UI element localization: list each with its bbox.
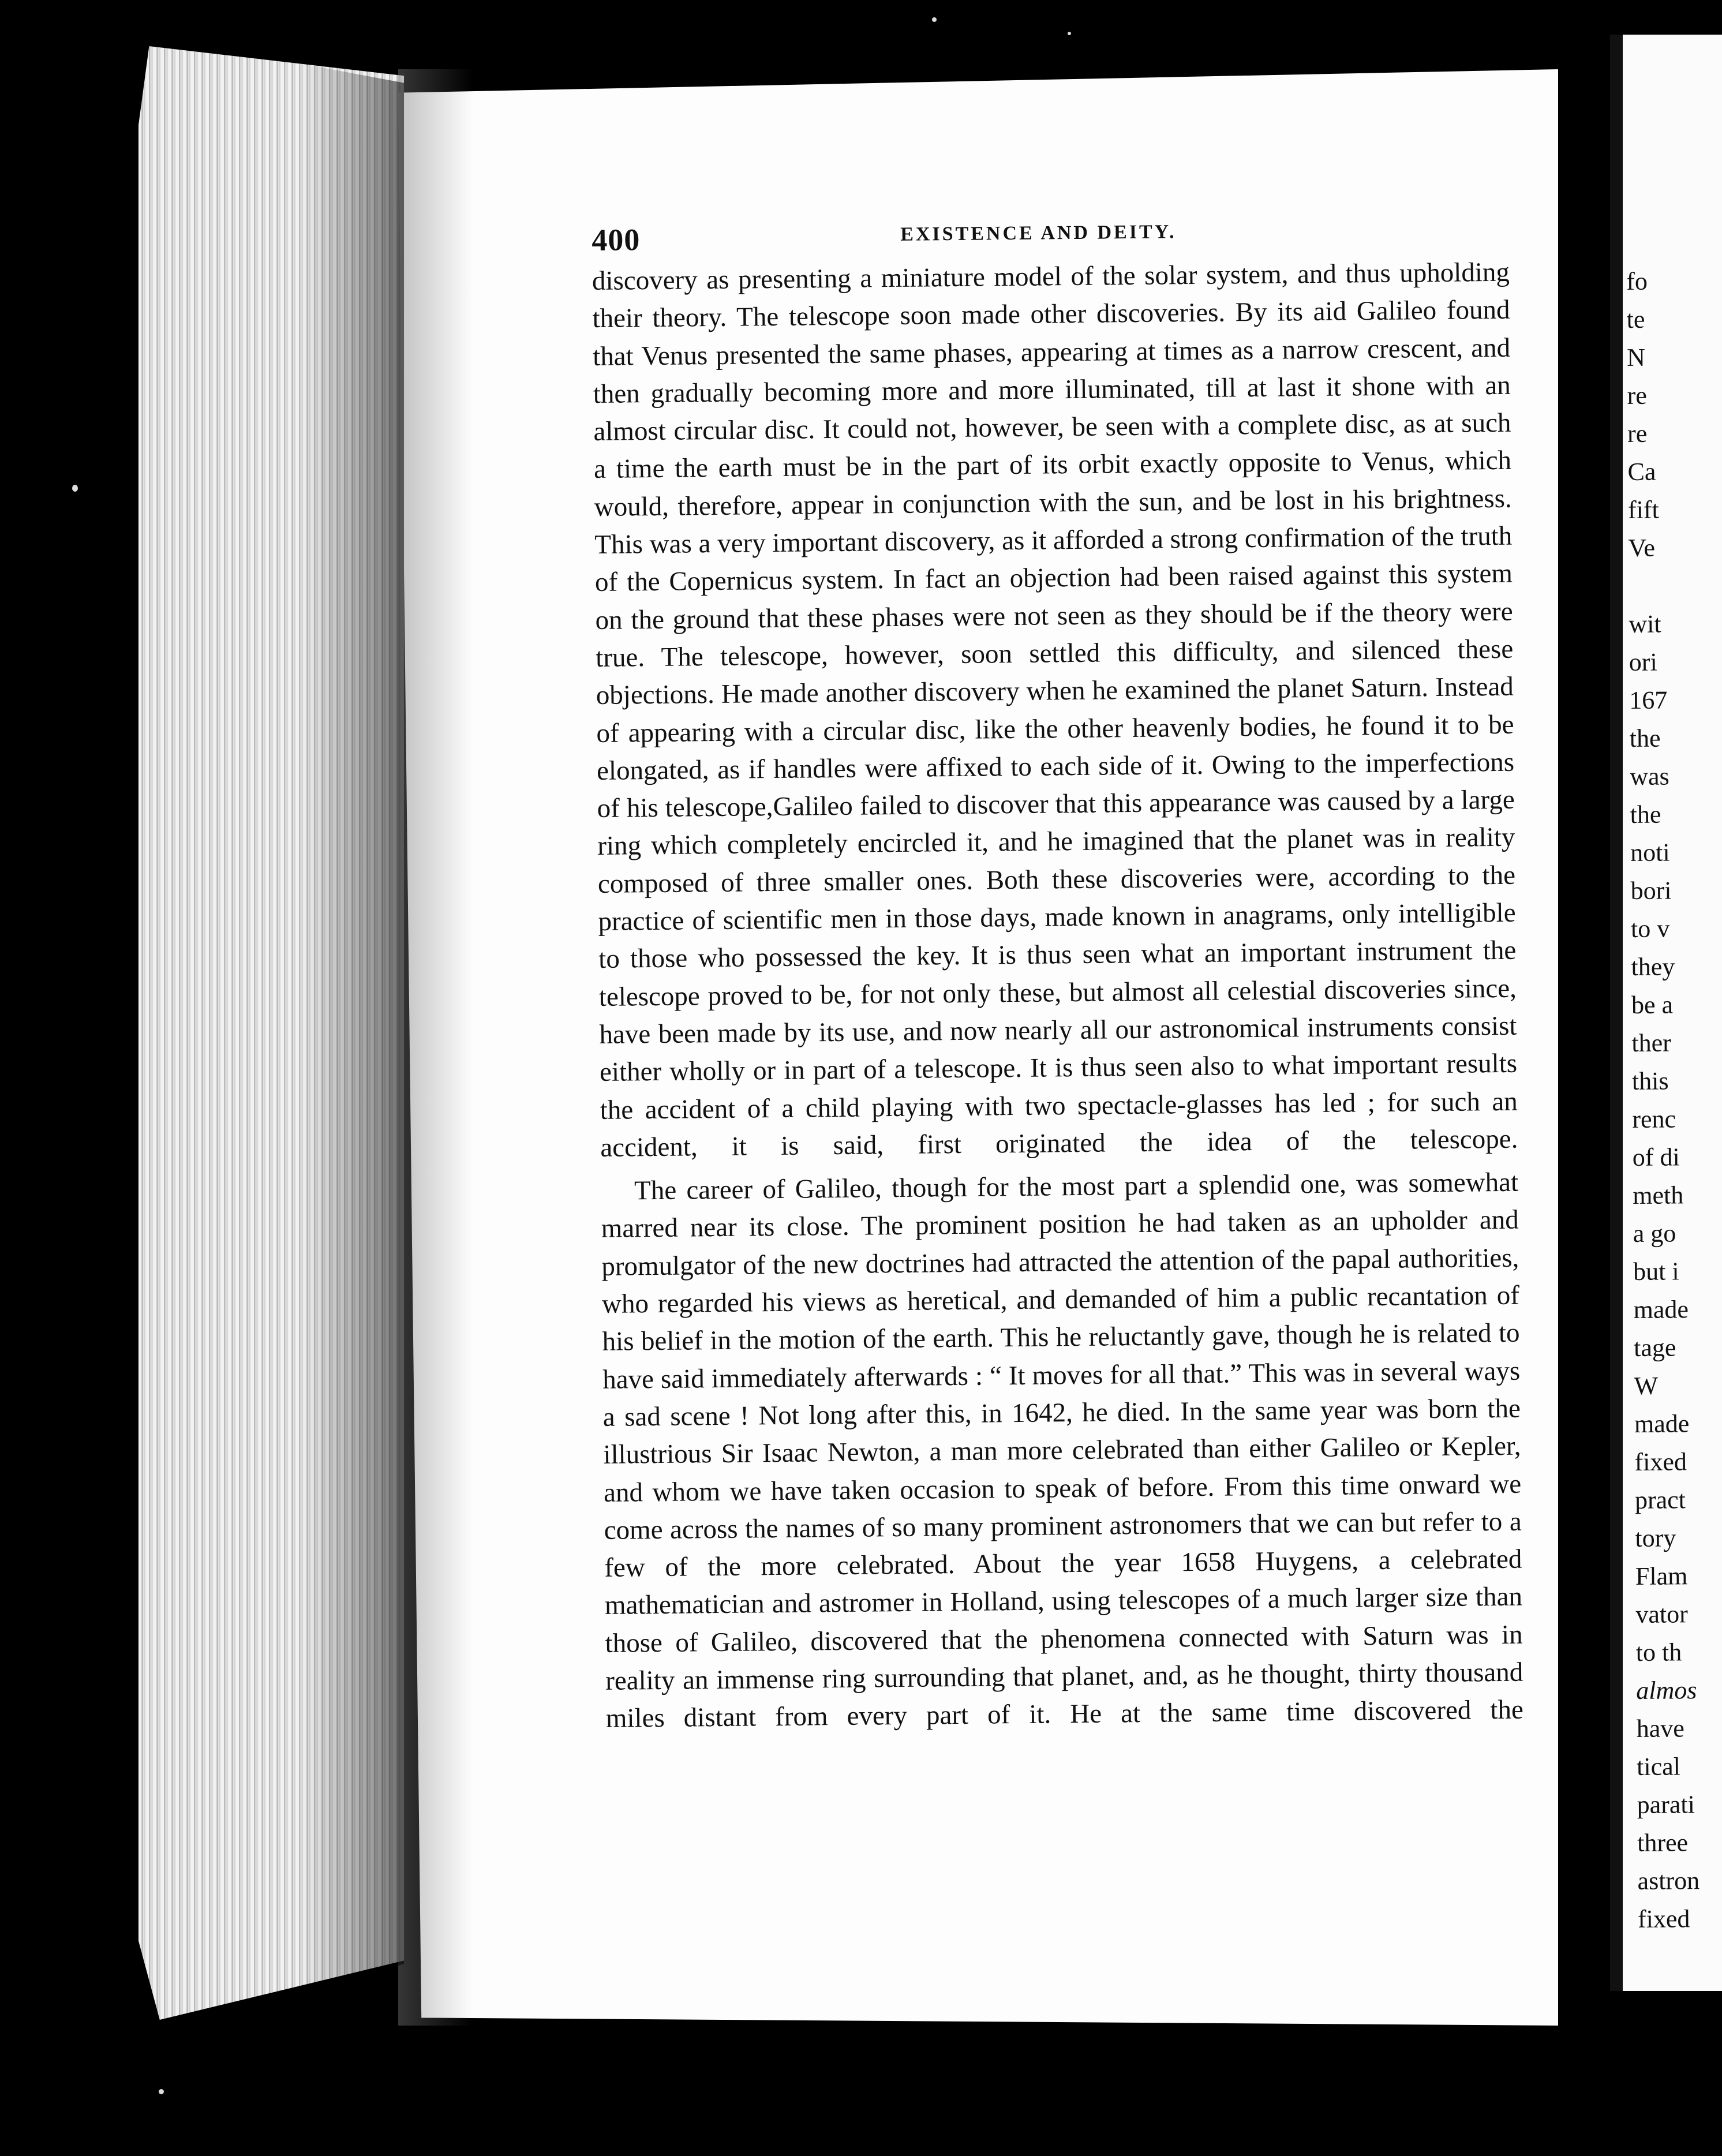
facing-page-line: renc [1632,1105,1676,1133]
facing-page-line: to th [1635,1638,1682,1667]
facing-page-line: wit [1629,609,1661,638]
facing-page-line: the [1629,724,1661,753]
facing-page-line: tory [1635,1524,1676,1552]
gutter-shadow [398,69,473,2026]
binding-shadow [300,63,404,2002]
facing-page-line: tage [1633,1333,1676,1362]
facing-page-line: bori [1630,876,1672,905]
dust-speck [159,2089,164,2094]
facing-page-line: te [1626,305,1645,334]
facing-page-line: made [1634,1409,1690,1438]
running-head: EXISTENCE AND DEITY. [900,221,1177,245]
facing-page-line: vator [1635,1600,1688,1629]
facing-page-line: was [1630,762,1669,791]
facing-page-line: Ve [1628,533,1656,562]
dust-speck [932,17,937,22]
facing-page-line: ther [1631,1028,1672,1057]
facing-page-line: 167 [1629,686,1668,714]
facing-page-line: a go [1633,1219,1676,1248]
facing-page-line: fift [1627,495,1659,524]
facing-page-line: Flam [1635,1562,1688,1590]
facing-page-line: re [1627,381,1647,410]
facing-page-text [1626,262,1722,1938]
facing-page-line: three [1637,1828,1689,1857]
facing-page-line [1629,567,1721,605]
facing-page-line: but i [1633,1257,1679,1286]
facing-page-line: they [1631,952,1675,981]
facing-page-line: be a [1631,990,1674,1019]
facing-page-line: the [1630,800,1661,829]
facing-page-line: W [1634,1371,1659,1400]
facing-page-line: made [1633,1295,1689,1324]
facing-page-line: pract [1634,1485,1686,1514]
dust-speck [72,485,78,492]
facing-page-line: fixed [1634,1447,1687,1476]
page-number: 400 [592,222,641,257]
facing-page-line: re [1627,419,1648,448]
body-paragraph-1: discovery as presenting a miniature model of the solar system, and thus upholding their theory. The telescope soon made other discoveries. By its aid Galileo found that Venus presented the same phases, appearing at times as a narrow crescent, and then gradually becoming more and more illuminated, till at last it shone with an almost circular disc. It could not, however, be seen with a complete disc, as at such a time the earth must be in the part of its orbit exactly opposite to Venus, which would, therefore, appear in conjunction with the sun, and be lost in his brightness. This was a very important discovery, as it afforded a strong confirmation of the truth of the Copernicus system. In fact an objection had been raised against this system on the ground that these phases were not seen as they should be if the theory were true. The telescope, however, soon settled this difficulty, and silenced these objections. He made another discovery when he examined the planet Saturn. Instead of appearing with a circular disc, like the other heavenly bodies, he found it to be elongated, as if handles were affixed to each side of it. Owing to the imperfections of his telescope,Galileo failed to discover that this appearance was caused by a large ring which completely encircled it, and he imagined that the planet was in reality composed of three smaller ones. Both these discoveries were, according to the practice of scientific men in those days, made known in anagrams, only intelligible to those who possessed the key. It is thus seen what an important instrument the telescope proved to be, for not only these, but almost all celestial discoveries since, have been made by its use, and now nearly all our astronomical instruments consist either wholly or in part of a telescope. It is thus seen also to what important results the accident of a child playing with two spectacle-glasses has led ; for such an accident, it is said, first originated the idea of the telescope. [592,257,1518,1163]
facing-page-line: meth [1633,1181,1684,1210]
facing-page-line: N [1626,343,1646,372]
facing-page-line: this [1631,1066,1669,1095]
facing-page-line: fo [1626,267,1648,295]
facing-page-line: astron [1637,1866,1700,1895]
facing-page-line: of di [1632,1143,1680,1171]
facing-page-line: noti [1630,838,1670,867]
page-content [592,214,1523,1738]
facing-page-line: have [1636,1714,1684,1743]
dust-speck [1068,32,1071,35]
facing-page-line: almos [1636,1676,1697,1705]
facing-page-line: parati [1637,1790,1695,1819]
facing-page-line: to v [1630,914,1670,943]
facing-page-line: fixed [1637,1904,1690,1933]
facing-page-line: Ca [1627,457,1656,486]
facing-page-line: tical [1637,1752,1681,1781]
facing-page-line: ori [1629,647,1657,676]
body-paragraph-2: The career of Galileo, though for the most part a splendid one, was somewhat marred near its close. The prominent position he had taken as an upholder and promulgator of the new doctrines had attracted the attention of the papal authorities, who regarded his views as heretical, and demanded of him a public recantation of his belief in the motion of the earth. This he reluctantly gave, though he is related to have said immediately afterwards : “ It moves for all that.” This was in several ways a sad scene ! Not long after this, in 1642, he died. In the same year was born the illustrious Sir Isaac Newton, a man more celebrated than either Galileo or Kepler, and whom we have taken occasion to speak of before. From this time onward we come across the names of so many prominent astronomers that we can but refer to a few of the more celebrated. About the year 1658 Huygens, a celebrated mathematician and astromer in Holland, using telescopes of a much larger size than those of Galileo, discovered that the phenomena connected with Saturn was in reality an immense ring surrounding that planet, and, as he thought, thirty thousand miles distant from every part of it. He at the same time discovered the [601,1167,1524,1734]
